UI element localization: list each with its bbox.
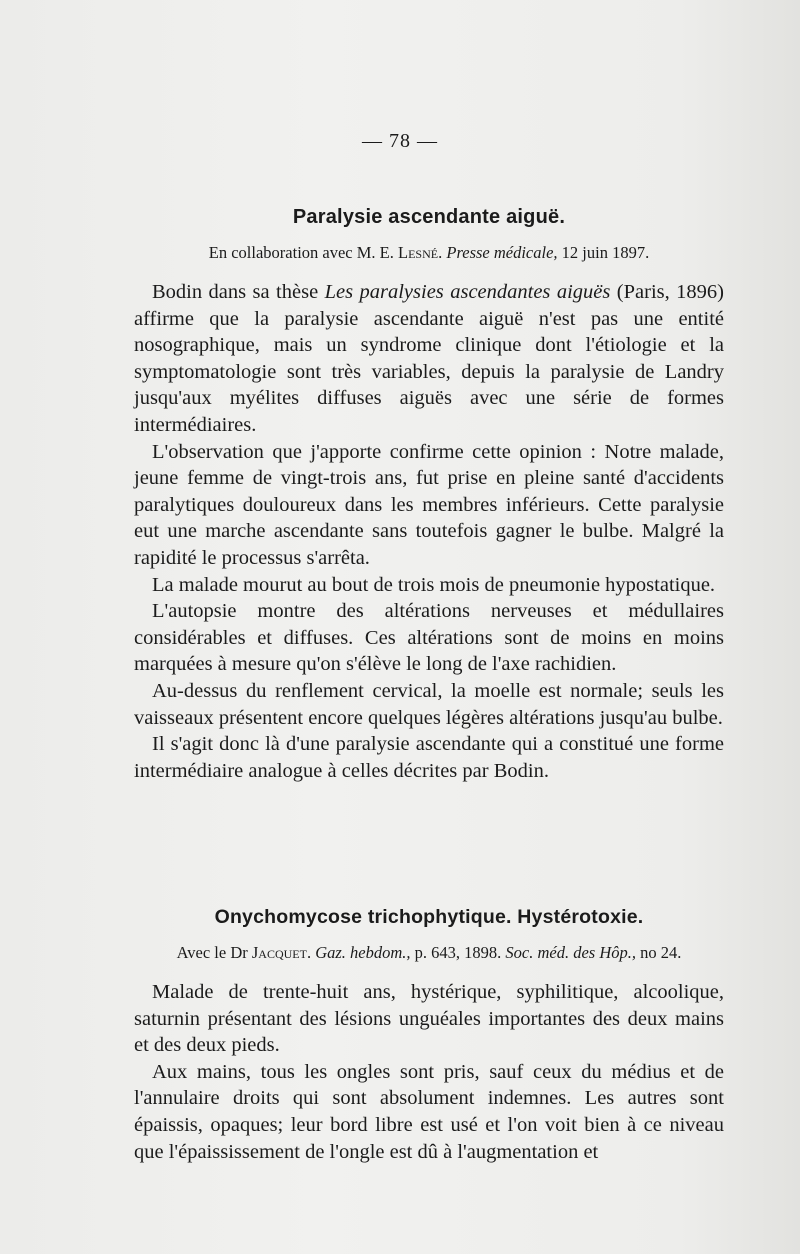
paragraph: L'observation que j'apporte confirme cette opinion : Notre malade, jeune femme de vingt-trois ans, fut prise en pleine santé d'accidents paralytiques douloureux dans les membres inférieurs. Cette paralysie eut une marche ascendante sans toutefois gagner le bulbe. Malgré la rapidité le processus s'arrêta. [134,440,724,569]
article-body [134,279,724,784]
article-paralysie [134,206,724,784]
paragraph [134,279,724,439]
paragraph: Aux mains, tous les ongles sont pris, sauf ceux du médius et de l'annulaire droits qui sont absolument indemnes. Les autres sont épaissis, opaques; leur bord libre est usé et l'on voit bien à ce niveau que l'épaississement de l'ongle est dû à l'augmentation et [134,1060,724,1163]
paragraph-text: (Paris, 1896) affirme que la paralysie ascendante aiguë n'est pas une entité nosographique, mais un syndrome clinique dont l'étiologie et la symptomatologie sont très variables, depuis la paralysie de Landry jusqu'aux myélites diffuses aiguës avec une série de formes intermédiaires. [134,281,724,436]
article-body [134,979,724,1165]
citation-separator: . [438,243,447,262]
citation-separator: . [306,943,316,962]
citation-date: 12 juin 1897. [557,243,650,262]
citation-number: no 24. [636,943,682,962]
paragraph-text: Bodin dans sa thèse [152,281,325,303]
article-citation [134,943,724,963]
citation-prefix: Avec le Dr [176,943,252,962]
article-title: Onychomycose trichophytique. Hystérotoxie. [214,906,644,928]
article-citation [134,243,724,263]
article-title: Paralysie ascendante aiguë. [292,206,566,228]
paragraph: Au-dessus du renflement cervical, la moelle est normale; seuls les vaisseaux présentent encore quelques légères altérations jusqu'au bulbe. [134,679,724,729]
paragraph: L'autopsie montre des altérations nerveuses et médullaires considérables et diffuses. Ces altérations sont de moins en moins marquées à mesure qu'on s'élève le long de l'axe rachidien. [134,600,724,676]
article-onychomycose [134,906,724,1165]
paragraph: Il s'agit donc là d'une paralysie ascendante qui a constitué une forme intermédiaire analogue à celles décrites par Bodin. [134,733,724,782]
citation-pages: p. 643, 1898. [410,943,506,962]
citation-author: Jacquet [251,943,307,962]
citation-journal-2: Soc. méd. des Hôp., [505,943,637,962]
citation-journal: Gaz. hebdom., [315,943,411,962]
paragraph: Malade de trente-huit ans, hystérique, syphilitique, alcoolique, saturnin présentant des lésions unguéales importantes des deux mains et des deux pieds. [134,981,724,1057]
page-number: — 78 — [362,130,438,152]
citation-journal: Presse médicale, [446,243,558,262]
citation-author: Lesné [398,243,439,262]
paragraph: La malade mourut au bout de trois mois de pneumonie hypostatique. [152,573,716,596]
thesis-title: Les paralysies ascendantes aiguës [324,281,611,303]
citation-prefix: En collaboration avec M. E. [208,243,399,262]
